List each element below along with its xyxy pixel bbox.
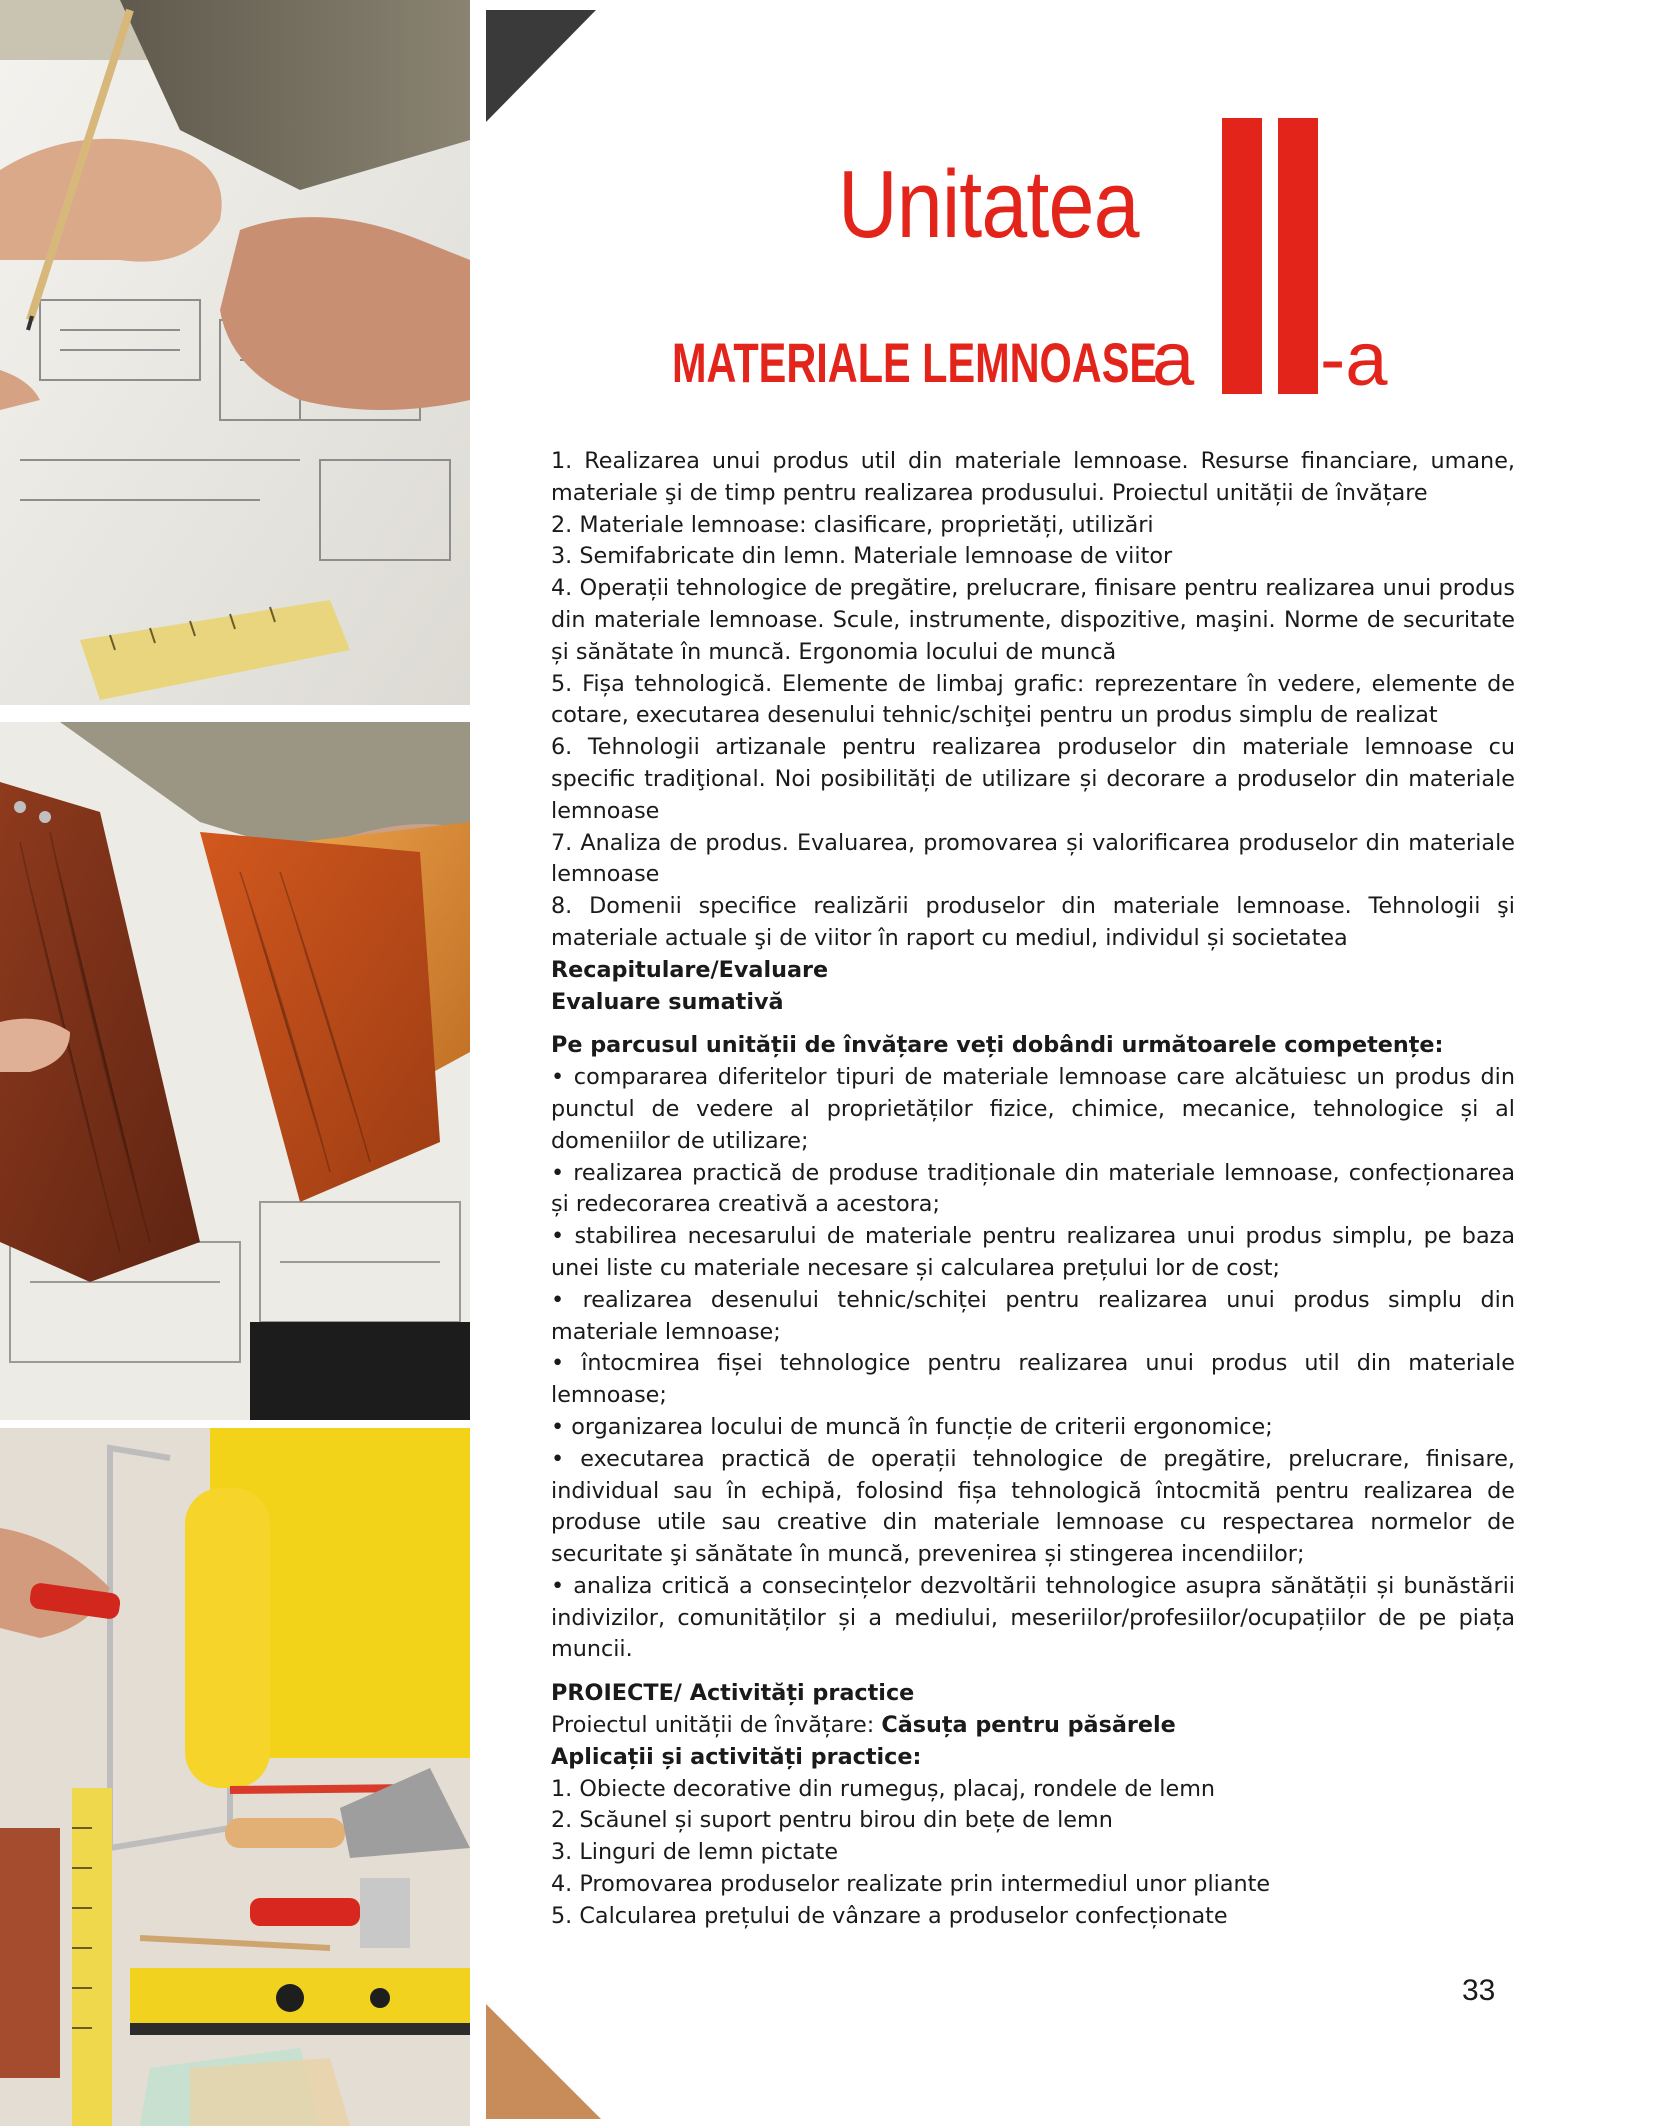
recap-heading: Recapitulare/Evaluare: [551, 956, 829, 983]
application-item: 2. Scăunel și suport pentru birou din bețe de lemn: [551, 1807, 1113, 1834]
unit-title: MATERIALE LEMNOASE: [672, 331, 1158, 394]
application-item: 5. Calcularea prețului de vânzare a produselor confecționate: [551, 1902, 1228, 1929]
competence-item: • realizarea desenului tehnic/schiței pentru realizarea unui produs simplu din materiale lemnoase;: [551, 1286, 1515, 1345]
applications-heading: Aplicații și activități practice:: [551, 1743, 922, 1770]
competence-item: • executarea practică de operații tehnologice de pregătire, prelucrare, finisare, individual sau în echipă, folosind fișa tehnologică întocmită pentru realizarea de produse utile sau creative din materiale lemnoase cu respectarea normelor de securitate şi sănătate în muncă, prevenirea și stingerea incendiilor;: [551, 1445, 1515, 1568]
applications-list: [551, 1774, 1515, 1933]
decorative-triangle-top: [486, 10, 596, 122]
topic-item: 4. Operații tehnologice de pregătire, prelucrare, finisare pentru realizarea unui produs din materiale lemnoase. Scule, instrumente, dispozitive, maşini. Norme de securitate și sănătate în muncă. Ergonomia locului de muncă: [551, 575, 1515, 665]
unit-project-name: Căsuța pentru păsărele: [881, 1712, 1176, 1739]
competence-item: • stabilirea necesarului de materiale pentru realizarea unui produs simplu, pe baza unei liste cu materiale necesare și calcularea prețului lor de cost;: [551, 1223, 1515, 1281]
unit-word: Unitatea: [838, 151, 1139, 258]
photo-hands-drawing-plans: [0, 0, 470, 705]
competences-heading: Pe parcusul unității de învățare veți dobândi următoarele competențe:: [551, 1032, 1444, 1059]
unit-content: [551, 446, 1515, 1933]
competence-item: • realizarea practică de produse tradiționale din materiale lemnoase, confecționarea și redecorarea creativă a acestora;: [551, 1159, 1515, 1218]
topic-item: 6. Tehnologii artizanale pentru realizarea produselor din materiale lemnoase cu specific tradiţional. Noi posibilități de utilizare și decorare a produselor din materiale lemnoase: [551, 734, 1515, 824]
topic-item: 8. Domenii specifice realizării produselor din materiale lemnoase. Tehnologii şi materiale actuale şi de viitor în raport cu mediul, individul și societatea: [551, 893, 1515, 951]
unit-project-line: [551, 1710, 1515, 1742]
application-item: 1. Obiecte decorative din rumeguș, placaj, rondele de lemn: [551, 1775, 1216, 1802]
competence-item: • analiza critică a consecințelor dezvoltării tehnologice asupra sănătății și bunăstării indivizilor, comunităților și a mediului, meseriilor/profesiilor/ocupațiilor de pe piața muncii.: [551, 1572, 1515, 1663]
topics-list: [551, 446, 1515, 955]
roman-numeral-graphic: [1222, 118, 1318, 394]
competences-list: [551, 1062, 1515, 1666]
ordinal-prefix: a: [1152, 317, 1195, 402]
competence-item: • organizarea locului de muncă în funcție de criterii ergonomice;: [551, 1413, 1273, 1440]
decorative-triangle-bottom: [486, 2004, 601, 2119]
photo-wood-samples: [0, 722, 470, 1420]
page-number: 33: [1462, 1974, 1496, 2007]
competence-item: • întocmirea fișei tehnologice pentru realizarea unui produs util din materiale lemnoase;: [551, 1350, 1515, 1409]
application-item: 3. Linguri de lemn pictate: [551, 1839, 839, 1866]
topic-item: 1. Realizarea unui produs util din materiale lemnoase. Resurse financiare, umane, materiale şi de timp pentru realizarea produsului. Proiectul unității de învățare: [551, 448, 1515, 506]
application-item: 4. Promovarea produselor realizate prin intermediul unor pliante: [551, 1871, 1271, 1898]
ordinal-suffix: -a: [1320, 317, 1388, 402]
competence-item: • compararea diferitelor tipuri de materiale lemnoase care alcătuiesc un produs din punctul de vedere al proprietăților fizice, chimice, mecanice, tehnologice și al domeniilor de utilizare;: [551, 1064, 1515, 1154]
topic-item: 2. Materiale lemnoase: clasificare, proprietăți, utilizări: [551, 511, 1154, 538]
topic-item: 7. Analiza de produs. Evaluarea, promovarea și valorificarea produselor din materiale lemnoase: [551, 829, 1515, 888]
topic-item: 5. Fișa tehnologică. Elemente de limbaj grafic: reprezentare în vedere, elemente de cotare, executarea desenului tehnic/schiţei pentru un produs simplu de realizat: [551, 670, 1515, 729]
projects-heading: PROIECTE/ Activități practice: [551, 1680, 915, 1707]
topic-item: 3. Semifabricate din lemn. Materiale lemnoase de viitor: [551, 543, 1173, 570]
unit-project-label: Proiectul unității de învățare:: [551, 1712, 882, 1739]
summative-heading: Evaluare sumativă: [551, 988, 784, 1015]
photo-paint-roller-tools: [0, 1428, 470, 2126]
